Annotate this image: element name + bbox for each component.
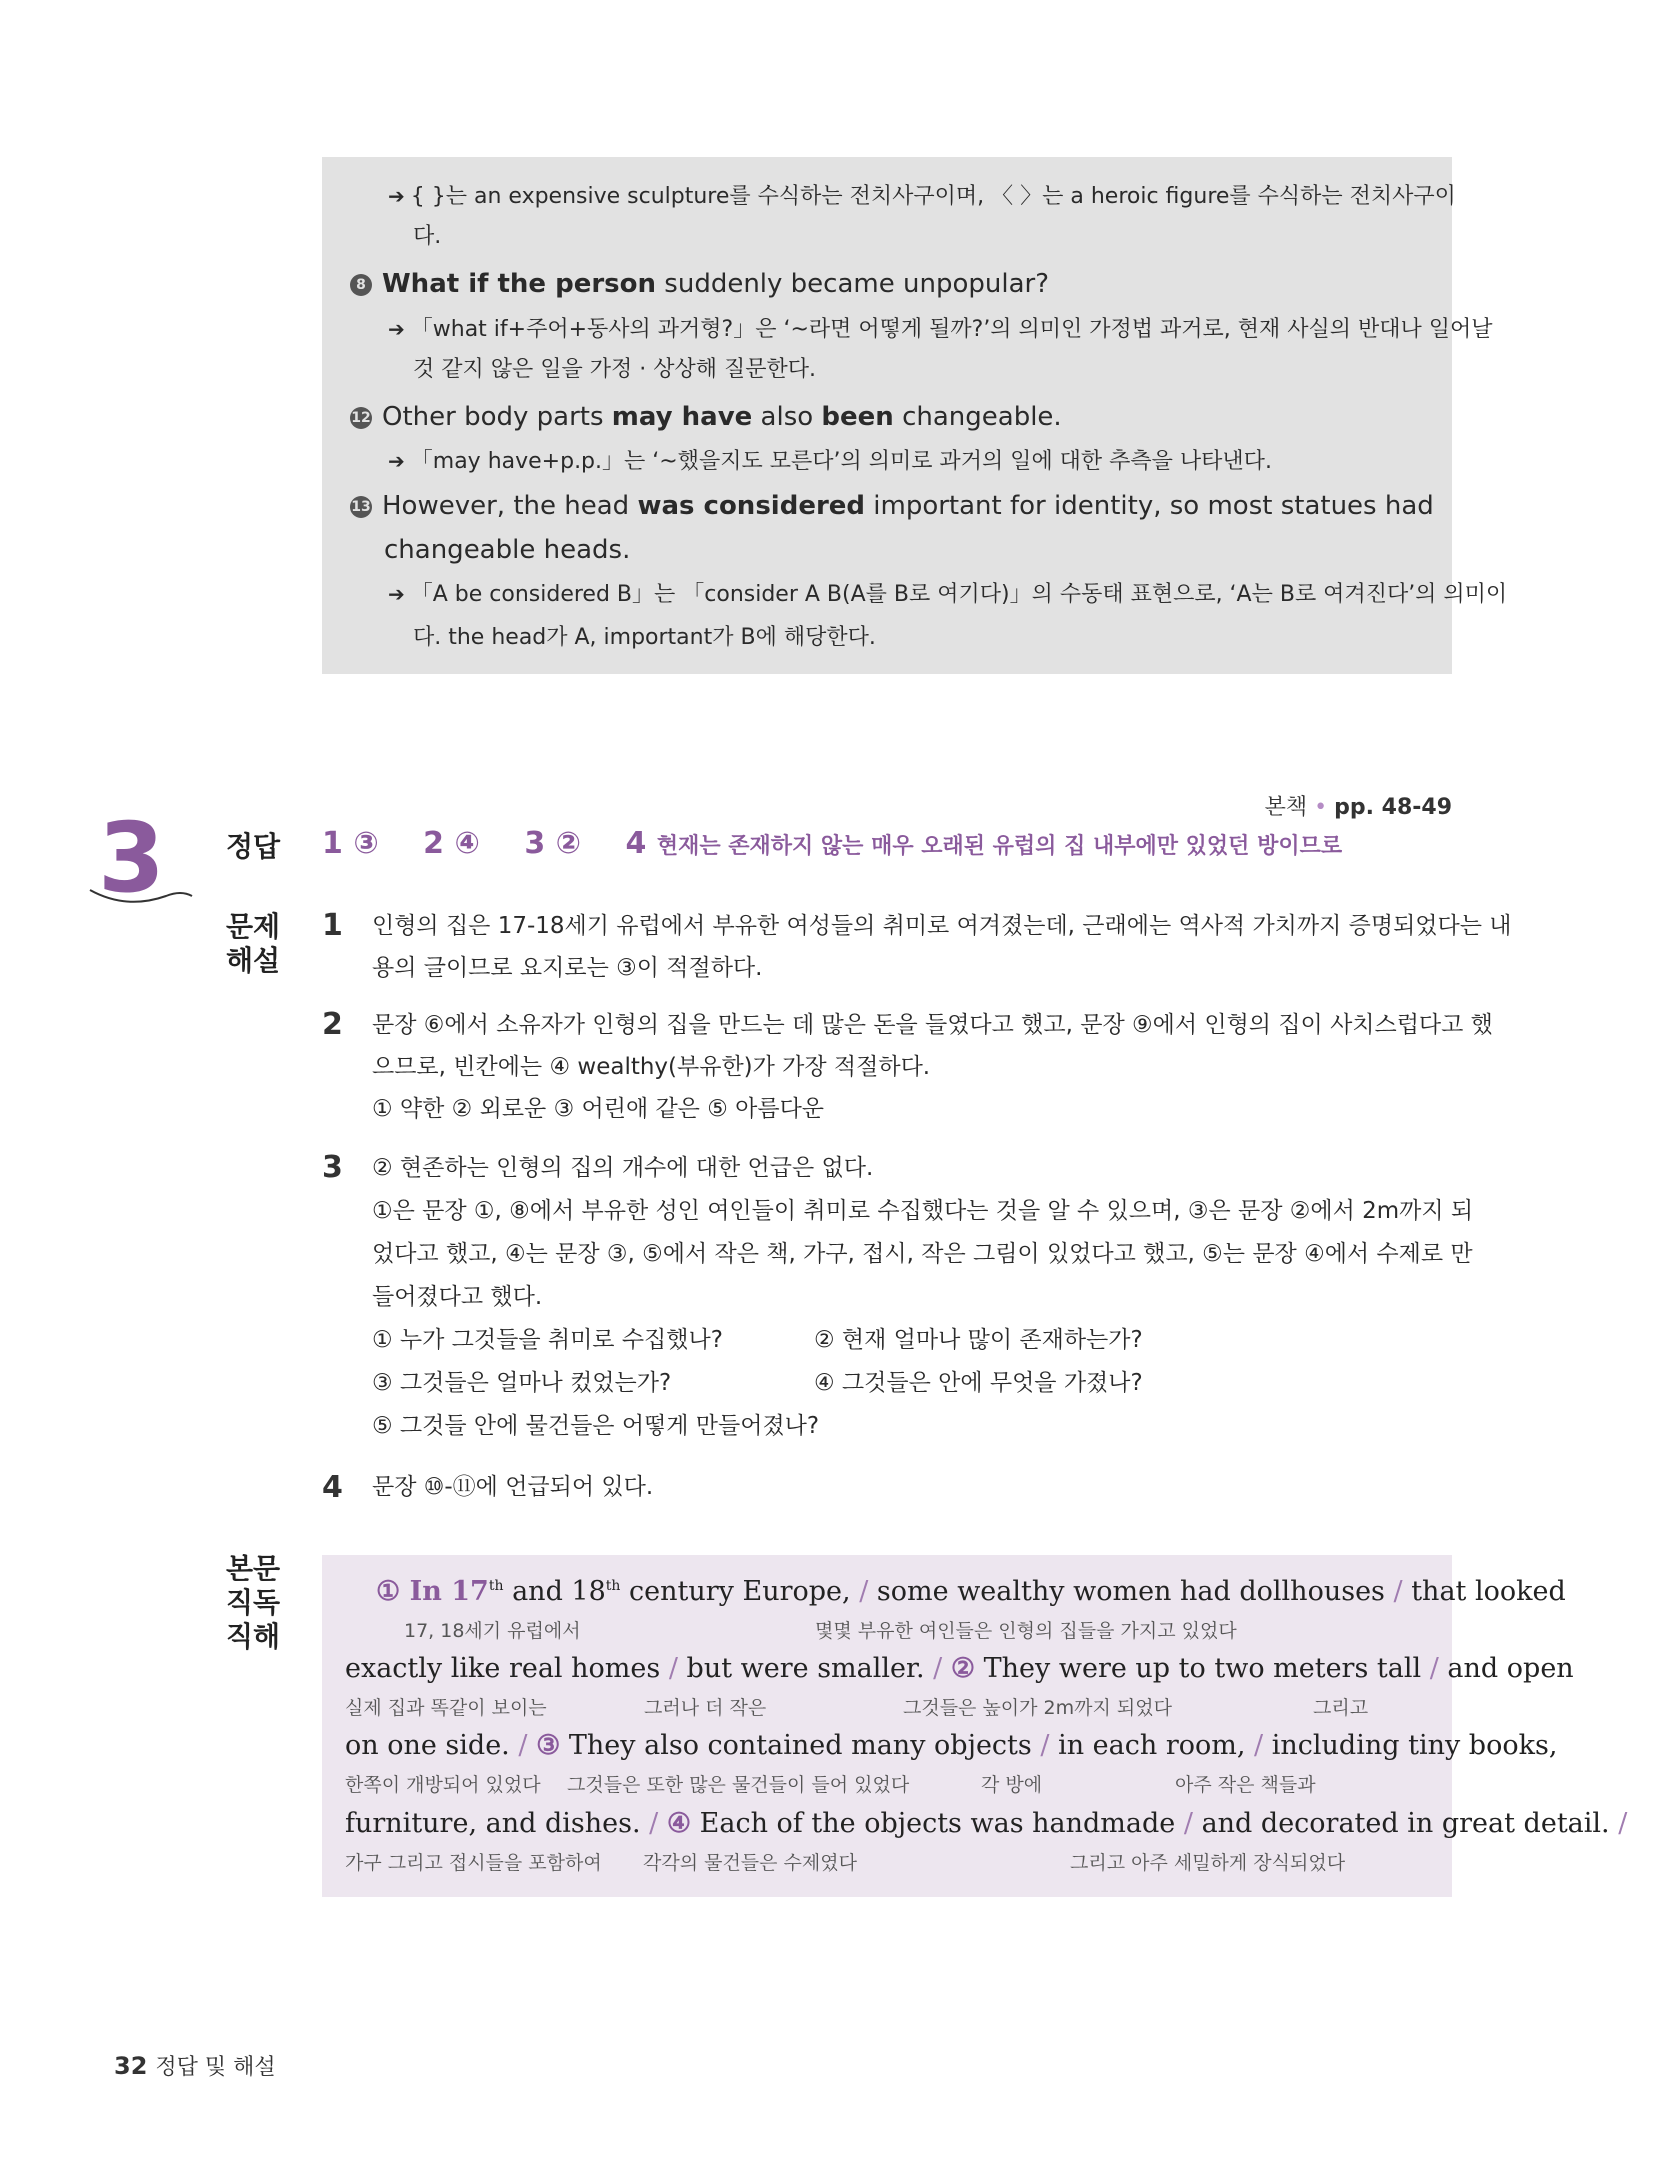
arrow-icon: ➔ — [388, 184, 405, 208]
answer-4-num: 4 — [625, 826, 647, 861]
sentence-number-badge: 13 — [350, 496, 372, 518]
sentence-13-cont: changeable heads. — [384, 535, 631, 565]
note-line: 다. — [413, 224, 442, 249]
note-line: ➔ 「what if+주어+동사의 과거형?」은 ‘~라면 어떻게 될까?’의 의미인 가정법 과거로, 현재 사실의 반대나 일어날 — [388, 317, 1493, 342]
reading-translation: 한쪽이 개방되어 있었다 — [345, 1774, 541, 1796]
note-line: ➔ 「A be considered B」는 「consider A B(A를 B로 여기다)」의 수동태 표현으로, ‘A는 B로 여겨진다’의 의미이 — [388, 582, 1508, 607]
q3-option: ① 누가 그것들을 취미로 수집했나? — [372, 1327, 723, 1353]
q2-options: ① 약한 ② 외로운 ③ 어린애 같은 ⑤ 아름다운 — [372, 1096, 825, 1122]
note-line: ➔ 「may have+p.p.」는 ‘~했을지도 모른다’의 의미로 과거의 일에 대한 추측을 나타낸다. — [388, 449, 1272, 474]
q1-line: 인형의 집은 17-18세기 유럽에서 부유한 여성들의 취미로 여겨졌는데, 근래에는 역사적 가치까지 증명되었다는 내 — [372, 913, 1512, 939]
reading-label-2: 직독 — [226, 1586, 281, 1619]
answer-4-text: 현재는 존재하지 않는 매우 오래된 유럽의 집 내부에만 있었던 방이므로 — [656, 834, 1343, 859]
bullet-dot: • — [1314, 795, 1328, 820]
q3-line: 들어졌다고 했다. — [372, 1284, 543, 1310]
explain-label-2: 해설 — [226, 944, 281, 977]
reading-translation: 아주 작은 책들과 — [1175, 1774, 1316, 1796]
q1-line: 용의 글이므로 요지로는 ③이 적절하다. — [372, 955, 763, 981]
reading-translation: 그것들은 높이가 2m까지 되었다 — [903, 1697, 1172, 1719]
reading-translation: 몇몇 부유한 여인들은 인형의 집들을 가지고 있었다 — [815, 1620, 1237, 1642]
reading-translation: 17, 18세기 유럽에서 — [404, 1620, 581, 1642]
reading-line-1: ① In 17th and 18th century Europe, / some wealthy women had dollhouses / that looked — [376, 1576, 1566, 1607]
q4-line: 문장 ⑩-⑪에 언급되어 있다. — [372, 1474, 654, 1500]
reading-translation: 그리고 — [1313, 1697, 1369, 1719]
question-number: 2 — [322, 1007, 343, 1042]
arrow-icon: ➔ — [388, 582, 405, 606]
section-number: 3 — [98, 802, 165, 914]
question-number: 1 — [322, 908, 343, 943]
page-footer — [114, 2050, 276, 2081]
page-number: 32 — [114, 2052, 148, 2080]
answer-3: 3 ② — [524, 826, 582, 861]
sentence-12: 12 Other body parts may have also been changeable. — [351, 402, 1062, 432]
q3-line: ② 현존하는 인형의 집의 개수에 대한 언급은 없다. — [372, 1155, 874, 1181]
sentence-8: 8 What if the person suddenly became unpopular? — [350, 266, 1049, 302]
sentence-number-badge: 8 — [350, 274, 372, 296]
reading-line-2: exactly like real homes / but were smaller. / ② They were up to two meters tall / and open — [345, 1653, 1574, 1684]
reading-translation: 그리고 아주 세밀하게 장식되었다 — [1070, 1852, 1346, 1874]
answer-1: 1 ③ — [322, 826, 379, 861]
reading-translation: 각 방에 — [981, 1774, 1043, 1796]
q3-option: ② 현재 얼마나 많이 존재하는가? — [814, 1327, 1143, 1353]
q3-option: ③ 그것들은 얼마나 컸었는가? — [372, 1370, 672, 1396]
q2-line: 문장 ⑥에서 소유자가 인형의 집을 만드는 데 많은 돈을 들였다고 했고, 문장 ⑨에서 인형의 집이 사치스럽다고 했 — [372, 1012, 1493, 1038]
answer-label: 정답 — [226, 830, 281, 863]
answer-row — [322, 826, 1342, 861]
arrow-icon: ➔ — [388, 317, 405, 341]
q3-option: ⑤ 그것들 안에 물건들은 어떻게 만들어졌나? — [372, 1413, 820, 1439]
sentence-number-badge: 12 — [350, 407, 372, 429]
q3-option: ④ 그것들은 안에 무엇을 가졌나? — [814, 1370, 1143, 1396]
reading-translation: 각각의 물건들은 수제였다 — [643, 1852, 857, 1874]
page-reference: 본책 • pp. 48-49 — [1264, 795, 1452, 820]
q3-line: ①은 문장 ①, ⑧에서 부유한 성인 여인들이 취미로 수집했다는 것을 알 수 있으며, ③은 문장 ②에서 2m까지 되 — [372, 1198, 1474, 1224]
q2-line: 으므로, 빈칸에는 ④ wealthy(부유한)가 가장 적절하다. — [372, 1054, 931, 1080]
reading-line-4: furniture, and dishes. / ④ Each of the objects was handmade / and decorated in great detail. / — [345, 1808, 1628, 1839]
note-line: 것 같지 않은 일을 가정 · 상상해 질문한다. — [413, 357, 816, 382]
sentence-13: 13 However, the head was considered important for identity, so most statues had — [351, 491, 1434, 521]
explain-label-1: 문제 — [226, 910, 281, 943]
question-number: 4 — [322, 1470, 343, 1505]
reading-label-3: 직해 — [226, 1620, 281, 1653]
reading-label-1: 본문 — [226, 1552, 281, 1585]
reading-translation: 실제 집과 똑같이 보이는 — [345, 1697, 547, 1719]
answer-2: 2 ④ — [423, 826, 480, 861]
reading-translation: 그것들은 또한 많은 물건들이 들어 있었다 — [567, 1774, 910, 1796]
q3-line: 었다고 했고, ④는 문장 ③, ⑤에서 작은 책, 가구, 접시, 작은 그림이 있었다고 했고, ⑤는 문장 ④에서 수제로 만 — [372, 1241, 1473, 1267]
reading-line-3: on one side. / ③ They also contained many objects / in each room, / including tiny books, — [345, 1730, 1558, 1761]
note-line: ➔ { }는 an expensive sculpture를 수식하는 전치사구이며, 〈 〉는 a heroic figure를 수식하는 전치사구이 — [388, 184, 1456, 209]
reading-translation: 그러나 더 작은 — [644, 1697, 767, 1719]
question-number: 3 — [322, 1150, 343, 1185]
footer-title: 정답 및 해설 — [155, 2055, 276, 2080]
swoosh-decoration — [86, 880, 196, 910]
arrow-icon: ➔ — [388, 449, 405, 473]
note-line: 다. the head가 A, important가 B에 해당한다. — [413, 625, 876, 650]
reading-translation: 가구 그리고 접시들을 포함하여 — [345, 1852, 602, 1874]
